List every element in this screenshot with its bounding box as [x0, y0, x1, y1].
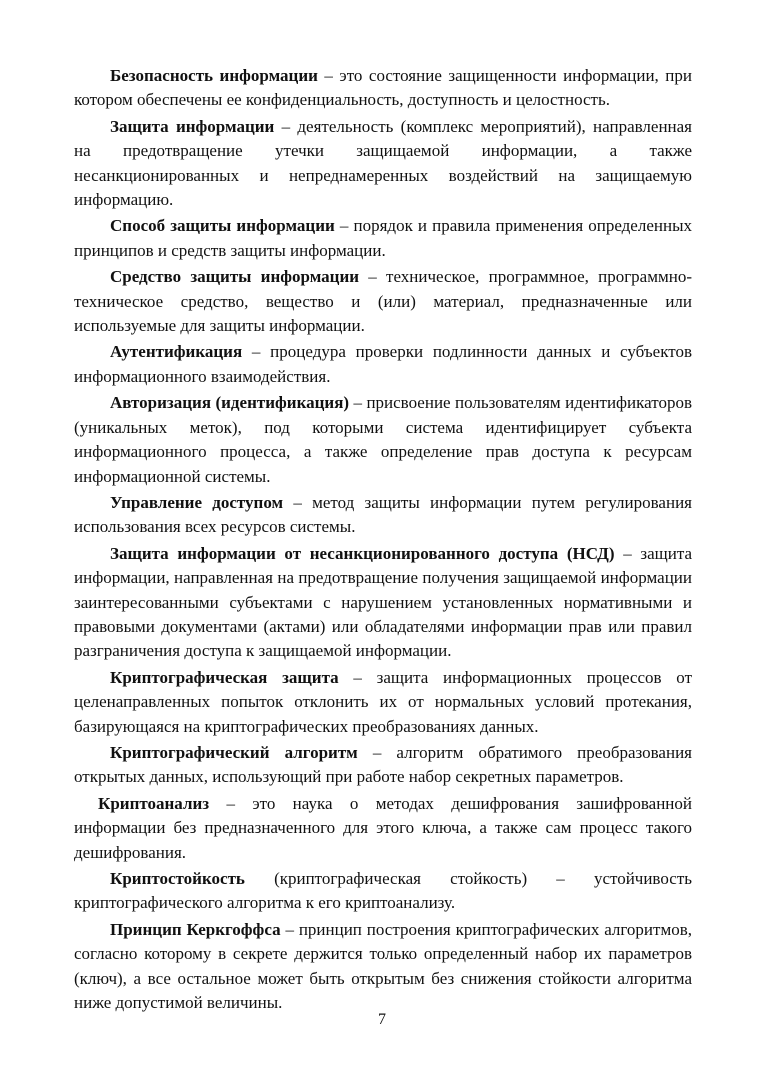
definition-term: Криптографическая защита — [110, 667, 339, 687]
definition-term: Авторизация (идентификация) — [110, 393, 350, 413]
definition-paragraph — [74, 265, 692, 338]
definition-paragraph — [74, 340, 692, 389]
definition-paragraph — [74, 115, 692, 213]
definition-text: – метод защиты информации путем регулирования использования всех ресурсов системы. — [74, 492, 692, 537]
definition-term: Аутентификация — [110, 342, 243, 362]
definition-text: – процедура проверки подлинности данных и субъектов информационного взаимодействия. — [74, 342, 692, 386]
definition-term: Безопасность информации — [110, 66, 318, 85]
definition-text: – деятельность (комплекс мероприятий), направленная на предотвращение утечки защищаемой информации, а также несанкционированных и непреднамеренных воздействий на защищаемую информацию. — [74, 116, 693, 210]
definition-paragraph — [74, 542, 692, 664]
definition-term: Защита информации — [110, 116, 275, 136]
definition-paragraph — [74, 918, 692, 1016]
definition-paragraph — [74, 741, 692, 790]
definition-term: Криптостойкость — [110, 869, 245, 888]
definition-term: Криптоанализ — [98, 793, 210, 813]
definition-paragraph — [74, 214, 692, 263]
definition-term: Средство защиты информации — [110, 267, 360, 287]
definition-text: – защита информационных процессов от целенаправленных попыток отклонить их от нормальных условий протекания, базирующаяся на криптографических преобразованиях данных. — [74, 667, 693, 736]
definition-term: Способ защиты информации — [110, 216, 335, 236]
definition-text: – защита информации, направленная на предотвращение получения защищаемой информации заинтересованными субъектами с нарушением установленных нормативными и правовыми документами (актами) или обладателями информации прав или правил разграничения доступа к защищаемой информации. — [74, 543, 693, 661]
document-body — [74, 64, 692, 1017]
definition-text: – принцип построения криптографических алгоритмов, согласно которому в секрете держится только определенный набор их параметров (ключ), а все остальное может быть открытым без снижения стойкости алгоритма ниже допустимой величины. — [74, 919, 692, 1013]
definition-paragraph — [74, 666, 692, 739]
definition-text: – присвоение пользователям идентификаторов (уникальных меток), под которыми система идентифицирует субъекта информационного процесса, а также определение прав доступа к ресурсам информационной системы. — [74, 393, 692, 486]
definition-paragraph — [74, 491, 692, 540]
definition-term: Криптографический алгоритм — [110, 742, 358, 762]
definition-text: – порядок и правила применения определенных принципов и средств защиты информации. — [74, 216, 692, 260]
definition-paragraph — [74, 867, 692, 916]
definition-term: Управление доступом — [110, 492, 284, 512]
definition-text: – это наука о методах дешифрования зашифрованной информации без предназначенного для этого ключа, а также сам процесс такого дешифрования. — [74, 793, 692, 862]
definition-paragraph — [74, 792, 692, 865]
page-number: 7 — [378, 1011, 386, 1028]
definition-text: (криптографическая стойкость) – устойчивость криптографического алгоритма к его криптоанализу. — [74, 869, 692, 913]
definition-text: – техническое, программное, программно-техническое средство, вещество и (или) материал, предназначенные или используемые для защиты информации. — [74, 267, 692, 336]
definition-text: – это состояние защищенности информации, при котором обеспечены ее конфиденциальность, доступность и целостность. — [74, 66, 692, 110]
definition-paragraph — [74, 64, 692, 113]
definition-term: Принцип Керкгоффса — [110, 919, 281, 939]
definition-paragraph — [74, 391, 692, 489]
definition-text: – алгоритм обратимого преобразования открытых данных, использующий при работе набор секретных параметров. — [74, 742, 692, 787]
definition-term: Защита информации от несанкционированного доступа (НСД) — [110, 543, 615, 563]
